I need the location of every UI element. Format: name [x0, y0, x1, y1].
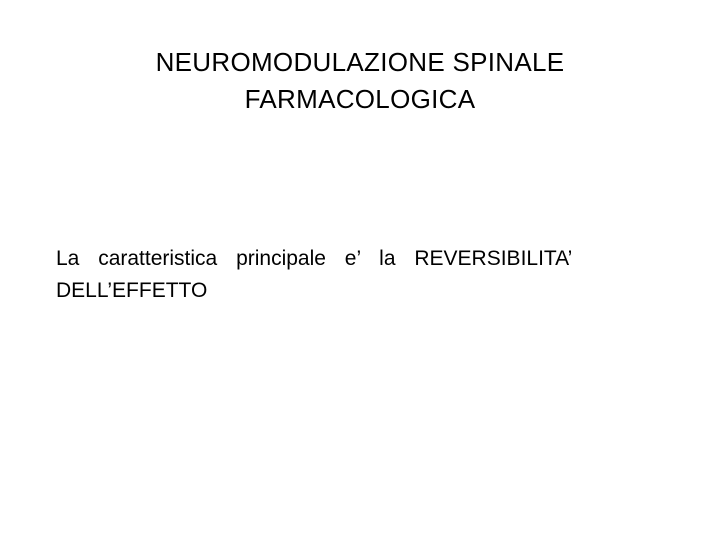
- title-line-1: NEUROMODULAZIONE SPINALE: [155, 47, 565, 77]
- slide-body: [56, 243, 636, 307]
- title-line-2: FARMACOLOGICA: [244, 84, 476, 114]
- slide-title: [60, 44, 660, 118]
- body-line-1: La caratteristica principale e’ la REVERSIBILITA’: [56, 247, 573, 270]
- body-line-2: DELL’EFFETTO: [56, 279, 208, 302]
